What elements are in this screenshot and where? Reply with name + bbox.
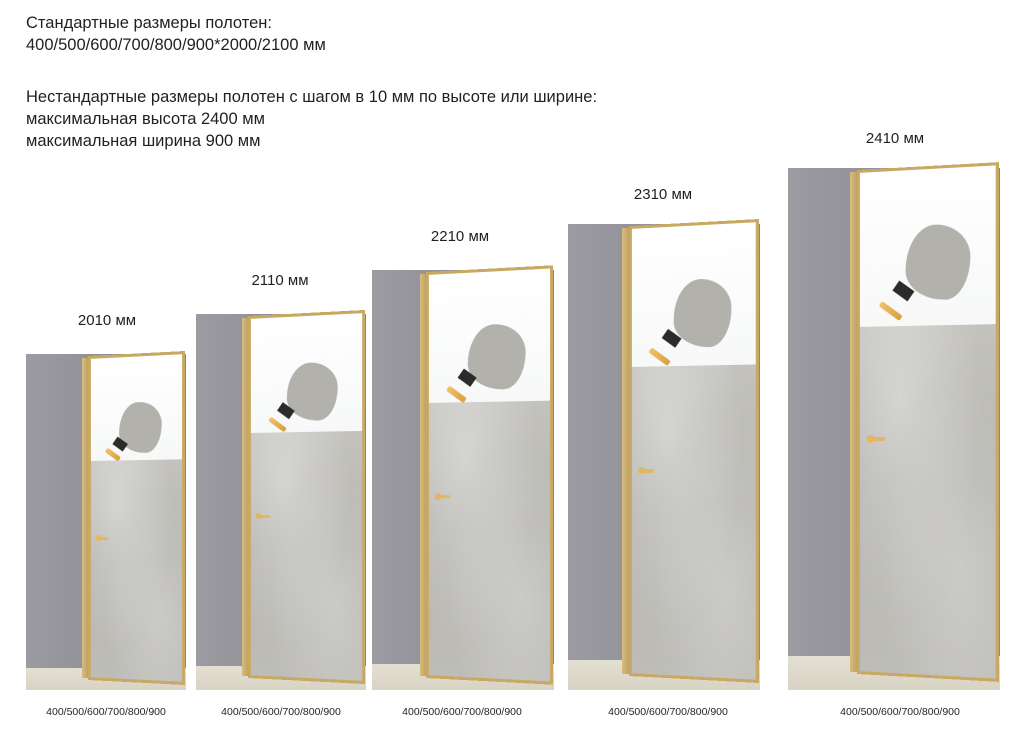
custom-max-height: максимальная высота 2400 мм bbox=[26, 110, 265, 128]
door-leaf-wrap-2 bbox=[248, 310, 365, 684]
custom-sizes-title: Нестандартные размеры полотен с шагом в 10 мм по высоте или ширине: bbox=[26, 88, 598, 106]
standard-sizes-values: 400/500/600/700/800/900*2000/2100 мм bbox=[26, 36, 326, 54]
door-plaster-1 bbox=[91, 459, 182, 682]
door-height-label-2: 2110 мм bbox=[251, 272, 309, 289]
door-plaster-5 bbox=[860, 324, 996, 678]
door-jamb-5 bbox=[850, 172, 857, 672]
plaster-smear-4 bbox=[673, 278, 731, 348]
standard-sizes-title: Стандартные размеры полотен: bbox=[26, 14, 272, 32]
door-assembly-4 bbox=[568, 224, 760, 690]
door-height-label-5: 2410 мм bbox=[865, 130, 925, 147]
door-handle-knob-3 bbox=[435, 493, 442, 500]
plaster-smear-3 bbox=[468, 323, 525, 390]
door-leaf-5 bbox=[857, 162, 999, 682]
door-handle-knob-2 bbox=[256, 513, 262, 519]
door-leaf-3 bbox=[426, 265, 553, 684]
door-height-label-4: 2310 мм bbox=[633, 186, 693, 203]
door-handle-knob-4 bbox=[638, 467, 645, 474]
door-leaf-2 bbox=[248, 310, 365, 684]
door-width-label-1: 400/500/600/700/800/900 bbox=[46, 706, 166, 718]
door-handle-knob-5 bbox=[867, 435, 875, 443]
door-leaf-4 bbox=[629, 219, 759, 683]
door-assembly-2 bbox=[196, 314, 366, 690]
door-width-label-4: 400/500/600/700/800/900 bbox=[608, 706, 728, 718]
door-width-label-2: 400/500/600/700/800/900 bbox=[221, 706, 341, 718]
door-leaf-wrap-1 bbox=[88, 351, 185, 685]
door-width-label-5: 400/500/600/700/800/900 bbox=[840, 706, 960, 718]
door-leaf-1 bbox=[88, 351, 185, 685]
plaster-smear-2 bbox=[287, 362, 338, 422]
door-plaster-3 bbox=[429, 401, 550, 682]
door-assembly-3 bbox=[372, 270, 554, 690]
door-leaf-wrap-5 bbox=[857, 162, 999, 682]
door-assembly-1 bbox=[26, 354, 186, 690]
custom-max-width: максимальная ширина 900 мм bbox=[26, 132, 261, 150]
door-height-label-3: 2210 мм bbox=[430, 228, 490, 245]
door-width-label-3: 400/500/600/700/800/900 bbox=[402, 706, 522, 718]
door-assembly-5 bbox=[788, 168, 1000, 690]
door-plaster-2 bbox=[251, 431, 362, 681]
door-leaf-wrap-4 bbox=[629, 219, 759, 683]
door-height-label-1: 2010 мм bbox=[77, 312, 137, 329]
door-plaster-4 bbox=[632, 364, 756, 680]
door-leaf-wrap-3 bbox=[426, 265, 553, 684]
door-jamb-4 bbox=[622, 228, 629, 674]
